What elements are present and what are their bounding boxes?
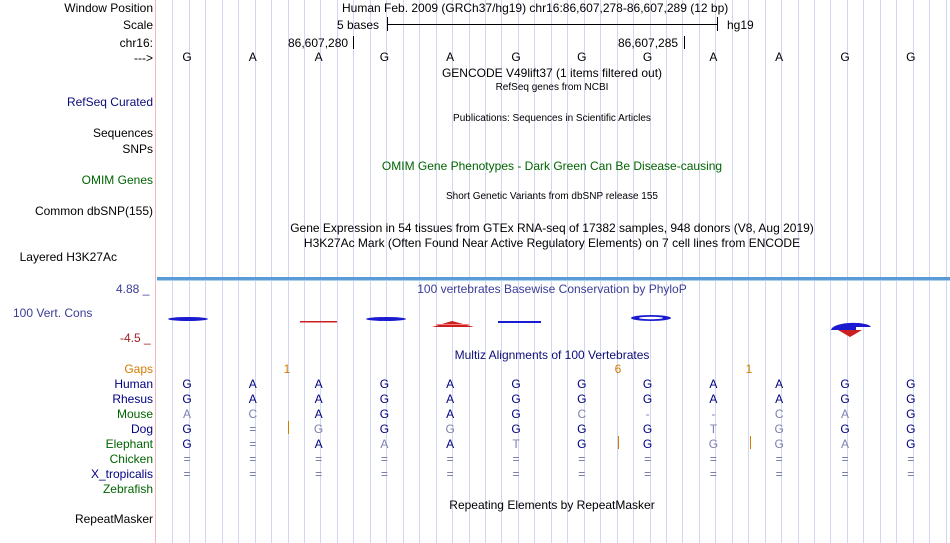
elephant-insertion-mark-2 bbox=[750, 436, 751, 449]
alignment-base: G bbox=[840, 377, 850, 391]
ruler-base: A bbox=[248, 50, 257, 64]
alignment-base: G bbox=[774, 422, 784, 436]
alignment-base: G bbox=[774, 437, 784, 451]
alignment-base: C bbox=[577, 407, 587, 421]
ruler-base: A bbox=[446, 50, 455, 64]
scale-bar-right-tick bbox=[717, 17, 718, 31]
alignment-base: G bbox=[577, 377, 587, 391]
gaps-label[interactable]: Gaps bbox=[124, 362, 153, 376]
gtex-track-title[interactable]: Gene Expression in 54 tissues from GTEx RNA-seq of 17382 samples, 948 donors (V8, Aug 2019) bbox=[290, 221, 814, 235]
gencode-track-title[interactable]: GENCODE V49lift37 (1 items filtered out) bbox=[441, 66, 663, 80]
grid-line bbox=[682, 0, 683, 543]
grid-line bbox=[633, 0, 634, 543]
grid-line bbox=[699, 0, 700, 543]
grid-line bbox=[222, 0, 223, 543]
alignment-base: = bbox=[315, 452, 323, 466]
repeatmasker-label[interactable]: RepeatMasker bbox=[74, 512, 153, 526]
alignment-base: G bbox=[642, 437, 653, 451]
ruler-base: A bbox=[775, 50, 784, 64]
alignment-base: = bbox=[446, 452, 454, 466]
grid-line bbox=[205, 0, 206, 543]
window-position-label[interactable]: Window Position bbox=[64, 1, 153, 15]
cons-glyph-5 bbox=[432, 321, 474, 327]
grid-line bbox=[436, 0, 437, 543]
alignment-base: G bbox=[906, 377, 916, 391]
elephant-insertion-mark-1 bbox=[618, 436, 619, 449]
grid-line bbox=[304, 0, 305, 543]
grid-line bbox=[469, 0, 470, 543]
grid-line bbox=[337, 0, 338, 543]
alignment-base: - bbox=[711, 407, 716, 421]
ruler-base: A bbox=[709, 50, 718, 64]
gap-count-2: 6 bbox=[614, 362, 622, 376]
ruler-base: G bbox=[182, 50, 192, 64]
alignment-base: = bbox=[315, 467, 323, 481]
alignment-base: A bbox=[709, 392, 718, 406]
alignment-base: G bbox=[182, 422, 192, 436]
species-label-x_tropicalis[interactable]: X_tropicalis bbox=[90, 467, 153, 481]
alignment-base: A bbox=[840, 407, 850, 421]
alignment-base: - bbox=[645, 407, 650, 421]
h3k27ac-track-title[interactable]: H3K27Ac Mark (Often Found Near Active Regulatory Elements) on 7 cell lines from ENCODE bbox=[303, 236, 801, 250]
position-label-2: 86,607,285 bbox=[618, 36, 679, 50]
alignment-base: G bbox=[182, 377, 192, 391]
grid-line bbox=[288, 0, 289, 543]
alignment-base: = bbox=[183, 467, 191, 481]
gap-count-1: 1 bbox=[283, 362, 291, 376]
scale-db: hg19 bbox=[727, 18, 754, 32]
layered-h3k27ac-label[interactable]: Layered H3K27Ac bbox=[19, 250, 117, 264]
ruler-base: G bbox=[577, 50, 587, 64]
window-position-value: Human Feb. 2009 (GRCh37/hg19) chr16:86,607,278-86,607,289 (12 bp) bbox=[342, 1, 729, 15]
alignment-base: G bbox=[906, 392, 916, 406]
grid-line bbox=[238, 0, 239, 543]
snps-label[interactable]: SNPs bbox=[122, 142, 153, 156]
grid-line bbox=[617, 0, 618, 543]
alignment-base: G bbox=[182, 437, 192, 451]
conservation-min-label: -4.5 _ bbox=[120, 331, 151, 345]
alignment-base: = bbox=[644, 467, 652, 481]
alignment-base: G bbox=[840, 392, 850, 406]
alignment-base: = bbox=[249, 437, 257, 451]
track-group-divider-shadow bbox=[157, 280, 950, 281]
alignment-base: T bbox=[512, 437, 520, 451]
grid-line bbox=[271, 0, 272, 543]
scale-bar bbox=[387, 24, 718, 25]
grid-line bbox=[863, 0, 864, 543]
omim-genes-label[interactable]: OMIM Genes bbox=[81, 173, 153, 187]
alignment-base: = bbox=[775, 467, 783, 481]
alignment-base: G bbox=[182, 392, 192, 406]
scale-bar-left-tick bbox=[387, 17, 388, 31]
alignment-base: = bbox=[775, 452, 783, 466]
ruler-base: G bbox=[840, 50, 850, 64]
alignment-base: G bbox=[511, 422, 521, 436]
alignment-base: = bbox=[644, 452, 652, 466]
multiz-track-title[interactable]: Multiz Alignments of 100 Vertebrates bbox=[454, 348, 650, 362]
position-tick-1 bbox=[353, 36, 354, 49]
alignment-base: G bbox=[642, 392, 653, 406]
grid-line bbox=[814, 0, 815, 543]
grid-line bbox=[666, 0, 667, 543]
alignment-base: = bbox=[578, 452, 586, 466]
alignment-base: A bbox=[314, 377, 323, 391]
alignment-base: = bbox=[709, 452, 717, 466]
species-label-chicken[interactable]: Chicken bbox=[109, 452, 153, 466]
alignment-base: G bbox=[577, 392, 587, 406]
dog-insertion-mark bbox=[288, 421, 289, 434]
conservation-track-title[interactable]: 100 vertebrates Basewise Conservation by PhyloP bbox=[417, 282, 687, 296]
alignment-base: G bbox=[379, 377, 390, 391]
position-tick-2 bbox=[684, 36, 685, 49]
alignment-base: A bbox=[248, 392, 257, 406]
alignment-base: = bbox=[512, 467, 520, 481]
species-label-mouse[interactable]: Mouse bbox=[116, 407, 153, 421]
alignment-base: = bbox=[249, 452, 257, 466]
conservation-max-label: 4.88 _ bbox=[116, 282, 150, 296]
sequences-label[interactable]: Sequences bbox=[92, 126, 153, 140]
ruler-base: A bbox=[314, 50, 323, 64]
alignment-base: G bbox=[379, 392, 390, 406]
scale-value: 5 bases bbox=[337, 18, 380, 32]
alignment-base: = bbox=[841, 467, 849, 481]
grid-line bbox=[732, 0, 733, 543]
alignment-base: A bbox=[182, 407, 192, 421]
grid-line bbox=[946, 0, 947, 543]
alignment-base: G bbox=[577, 422, 587, 436]
refseq-curated-label[interactable]: RefSeq Curated bbox=[66, 95, 153, 109]
position-label-1: 86,607,280 bbox=[288, 36, 349, 50]
grid-line bbox=[403, 0, 404, 543]
alignment-base: = bbox=[841, 452, 849, 466]
alignment-base: A bbox=[446, 392, 455, 406]
alignment-base: A bbox=[446, 407, 455, 421]
chrom-label[interactable]: chr16: bbox=[119, 36, 153, 50]
grid-line bbox=[485, 0, 486, 543]
alignment-base: A bbox=[775, 392, 784, 406]
omim-track-title[interactable]: OMIM Gene Phenotypes - Dark Green Can Be Disease-causing bbox=[381, 159, 723, 173]
alignment-base: G bbox=[511, 392, 521, 406]
species-label-human[interactable]: Human bbox=[114, 377, 153, 391]
alignment-base: = bbox=[249, 422, 257, 436]
alignment-base: G bbox=[642, 422, 653, 436]
grid-line bbox=[172, 0, 173, 543]
alignment-base: A bbox=[446, 437, 455, 451]
grid-line bbox=[929, 0, 930, 543]
alignment-base: A bbox=[248, 377, 257, 391]
alignment-base: G bbox=[445, 422, 455, 436]
alignment-base: = bbox=[907, 452, 915, 466]
grid-line bbox=[896, 0, 897, 543]
cons-glyph-8 bbox=[631, 315, 671, 321]
cons-glyph-3 bbox=[300, 321, 337, 323]
alignment-base: G bbox=[906, 407, 916, 421]
gap-count-3: 1 bbox=[745, 362, 753, 376]
species-label-rhesus[interactable]: Rhesus bbox=[112, 392, 153, 406]
alignment-base: A bbox=[709, 377, 718, 391]
refseq-track-subtitle[interactable]: RefSeq genes from NCBI bbox=[495, 82, 609, 93]
alignment-base: = bbox=[446, 467, 454, 481]
dbsnp-track-title[interactable]: Short Genetic Variants from dbSNP release 155 bbox=[446, 191, 658, 202]
alignment-base: G bbox=[379, 407, 390, 421]
ruler-base: G bbox=[642, 50, 653, 64]
alignment-base: A bbox=[380, 437, 389, 451]
alignment-base: = bbox=[380, 467, 388, 481]
alignment-base: G bbox=[708, 437, 719, 451]
ruler-base: G bbox=[906, 50, 916, 64]
strand-label[interactable]: ---> bbox=[134, 51, 153, 65]
ruler-base: G bbox=[379, 50, 390, 64]
common-dbsnp-label[interactable]: Common dbSNP(155) bbox=[34, 204, 153, 218]
species-label-zebrafish[interactable]: Zebrafish bbox=[102, 482, 153, 496]
alignment-base: G bbox=[840, 422, 850, 436]
alignment-base: = bbox=[183, 452, 191, 466]
alignment-base: G bbox=[577, 437, 587, 451]
grid-line bbox=[370, 0, 371, 543]
alignment-base: G bbox=[642, 377, 653, 391]
grid-line bbox=[765, 0, 766, 543]
alignment-base: G bbox=[906, 437, 916, 451]
alignment-base: = bbox=[578, 467, 586, 481]
alignment-base: = bbox=[380, 452, 388, 466]
alignment-base: G bbox=[511, 407, 521, 421]
grid-line bbox=[419, 0, 420, 543]
alignment-base: = bbox=[249, 467, 257, 481]
alignment-base: G bbox=[511, 377, 521, 391]
alignment-base: G bbox=[906, 422, 916, 436]
alignment-base: A bbox=[314, 437, 323, 451]
alignment-base: A bbox=[446, 377, 455, 391]
label-separator bbox=[155, 0, 156, 543]
scale-label[interactable]: Scale bbox=[122, 18, 153, 32]
grid-line bbox=[880, 0, 881, 543]
alignment-base: = bbox=[512, 452, 520, 466]
alignment-base: C bbox=[774, 407, 784, 421]
alignment-base: T bbox=[709, 422, 718, 436]
grid-line bbox=[830, 0, 831, 543]
cons-glyph-1 bbox=[168, 317, 208, 321]
cons-glyph-11 bbox=[831, 323, 871, 337]
alignment-base: C bbox=[248, 407, 258, 421]
alignment-base: = bbox=[709, 467, 717, 481]
alignment-base: A bbox=[314, 407, 323, 421]
alignment-base: = bbox=[907, 467, 915, 481]
conservation-label[interactable]: 100 Vert. Cons bbox=[13, 306, 93, 320]
grid-line bbox=[798, 0, 799, 543]
repeatmasker-track-title[interactable]: Repeating Elements by RepeatMasker bbox=[449, 498, 655, 512]
alignment-base: A bbox=[314, 392, 323, 406]
grid-line bbox=[748, 0, 749, 543]
species-label-elephant[interactable]: Elephant bbox=[105, 437, 153, 451]
alignment-base: A bbox=[775, 377, 784, 391]
alignment-base: A bbox=[840, 437, 850, 451]
grid-line bbox=[353, 0, 354, 543]
species-label-dog[interactable]: Dog bbox=[130, 422, 153, 436]
publications-track-title[interactable]: Publications: Sequences in Scientific Articles bbox=[453, 113, 651, 124]
alignment-base: G bbox=[313, 422, 324, 436]
ruler-base: G bbox=[511, 50, 521, 64]
alignment-base: G bbox=[379, 422, 390, 436]
